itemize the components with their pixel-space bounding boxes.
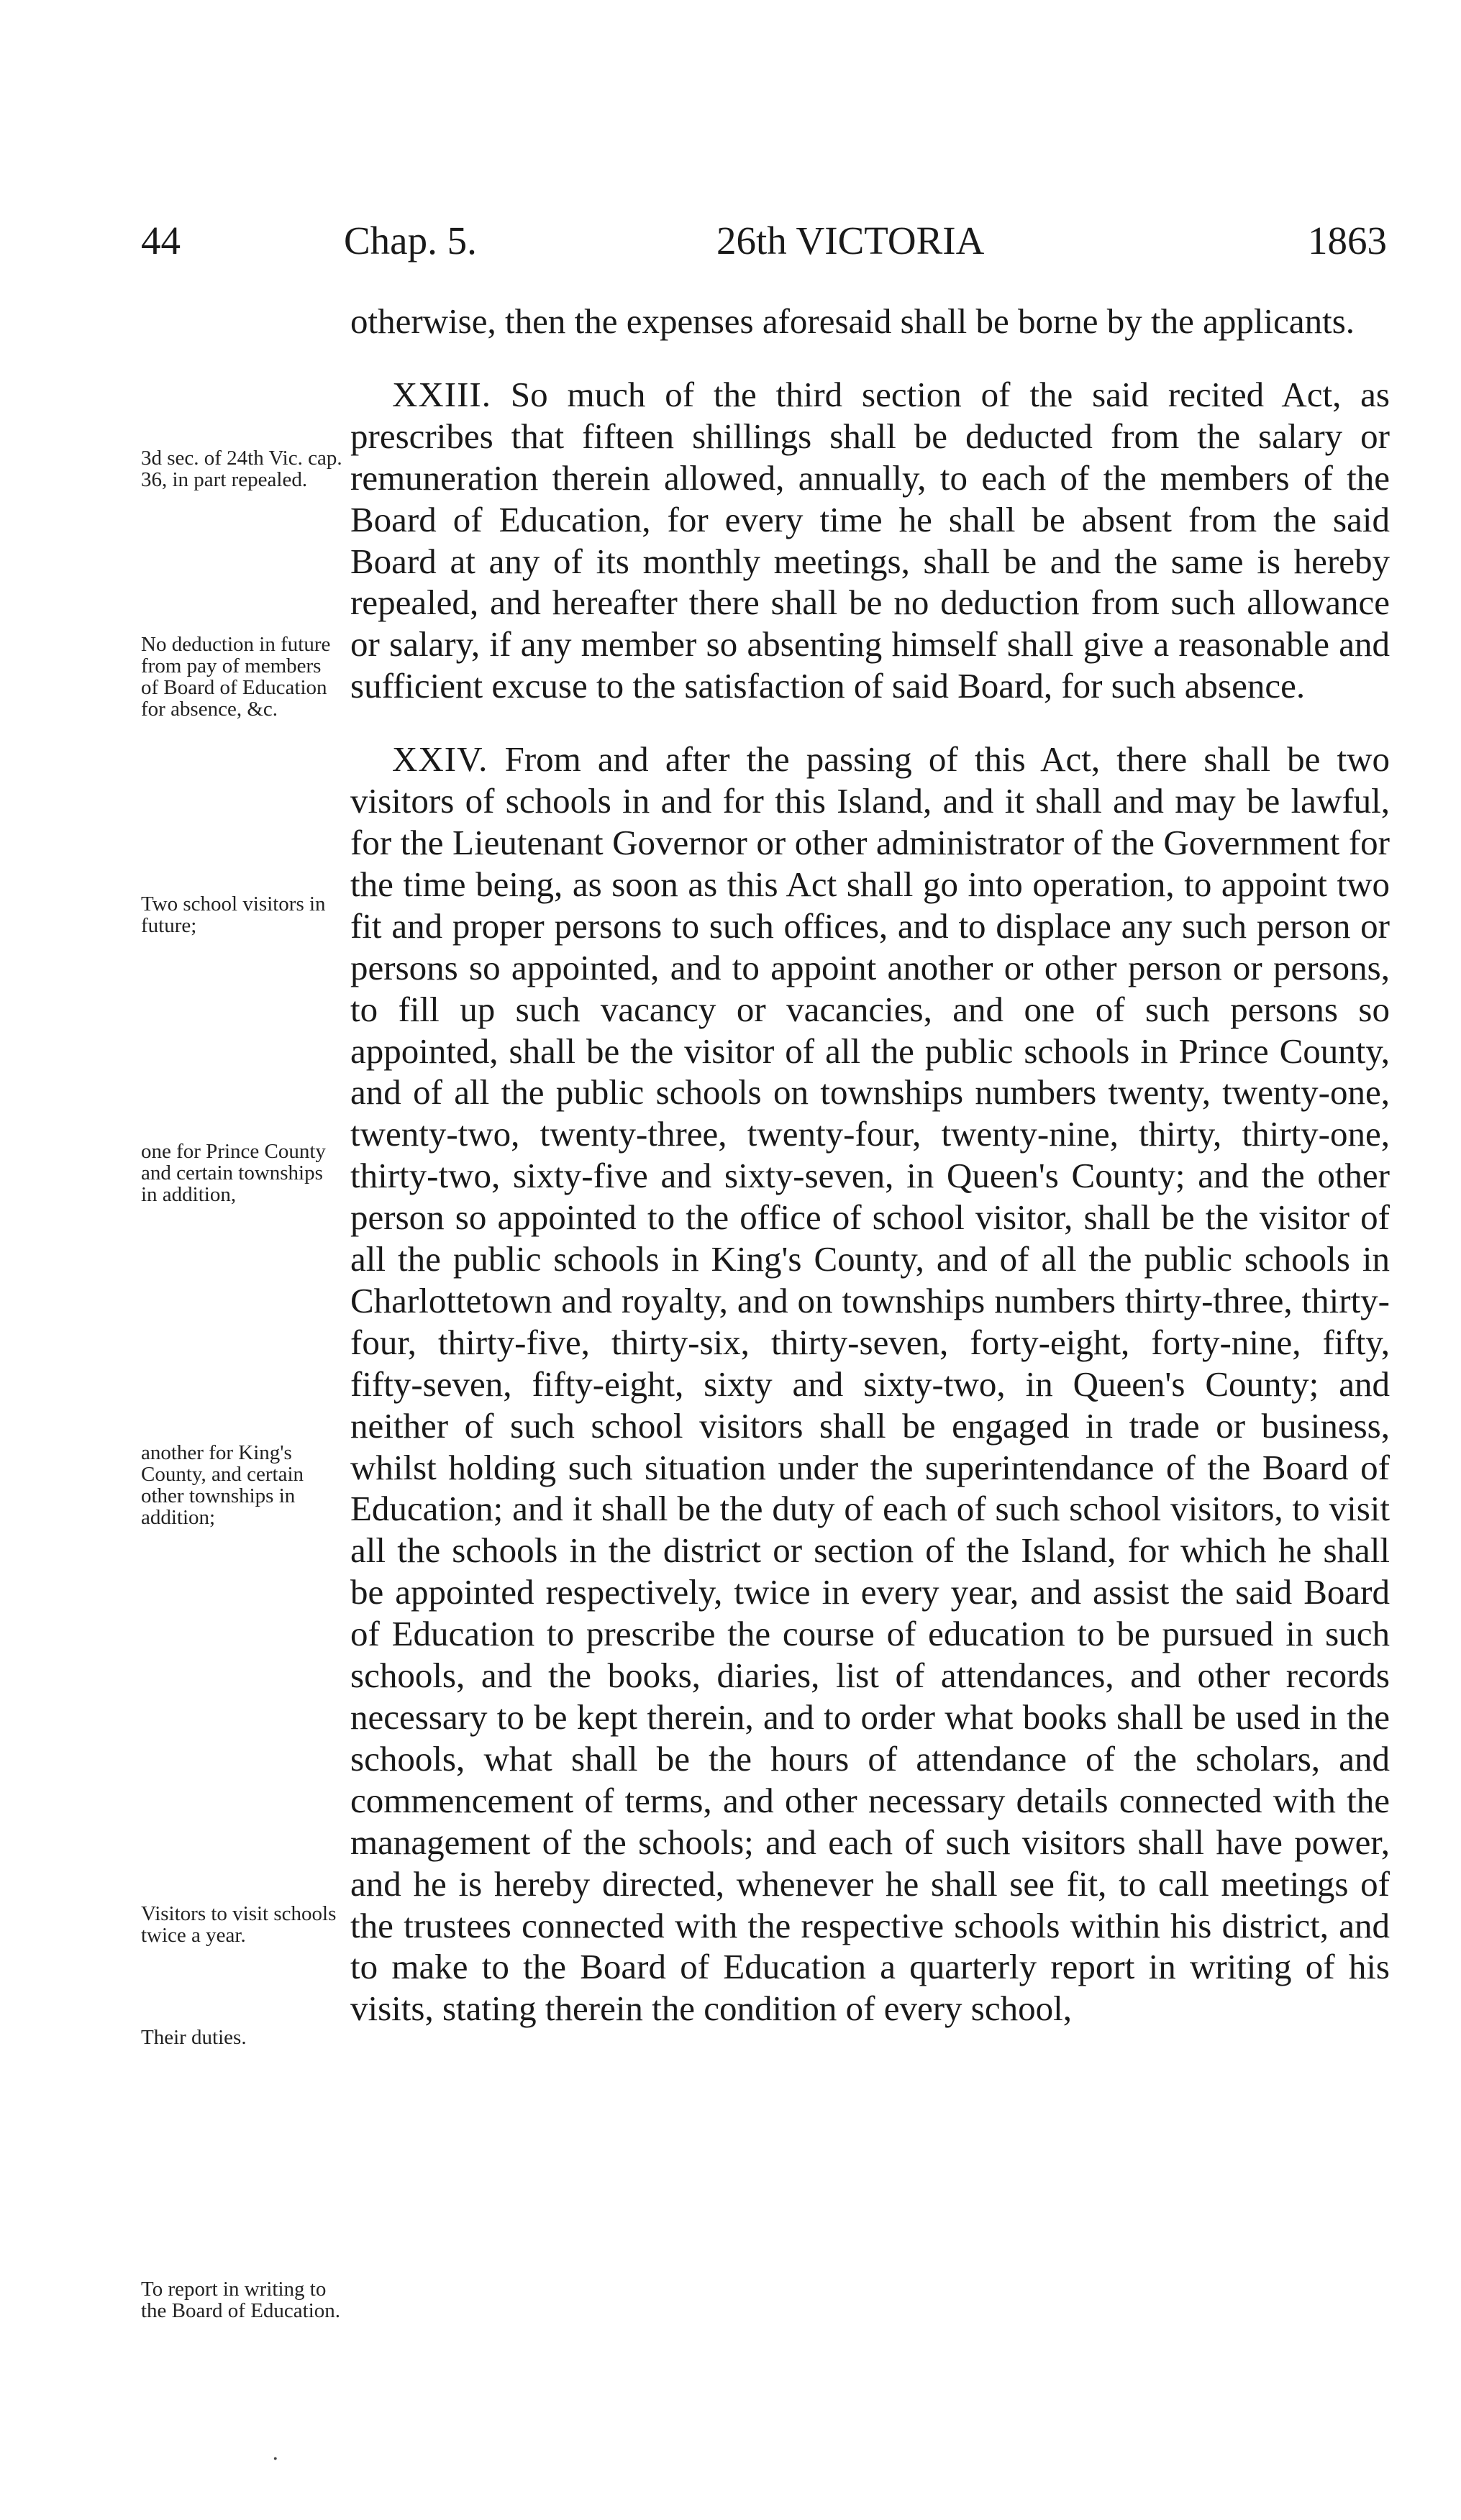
footer-mark: . xyxy=(272,2440,279,2465)
chapter-label: Chap. 5. xyxy=(344,219,477,262)
margin-note: one for Prince County and certain townships in addition, xyxy=(141,1140,326,1206)
running-head xyxy=(141,216,1387,266)
body-text xyxy=(350,301,1390,2030)
margin-note: Visitors to visit schools twice a year. xyxy=(141,1902,337,1947)
paragraph-continuation: otherwise, then the expenses aforesaid shall be borne by the applicants. xyxy=(350,301,1355,341)
section-text: So much of the third section of the said recited Act, as prescribes that fifteen shillings shall be deducted from the salary or remuneration therein allowed, annually, to each of the members of the Board of Education, for every time he shall be absent from the said Board at any of its monthly meetings, shall be and the same is hereby repealed, and hereafter there shall be no deduction from such allowance or salary, if any member so absenting himself shall give a reasonable and sufficient excuse to the satisfaction of said Board, for such absence. xyxy=(350,374,1391,706)
margin-note: To report in writing to the Board of Education. xyxy=(141,2278,341,2322)
section-xxiii xyxy=(350,374,1390,707)
margin-note: another for King's County, and certain other townships in addition; xyxy=(141,1441,304,1529)
margin-note: Two school visitors in future; xyxy=(141,892,326,937)
margin-note: 3d sec. of 24th Vic. cap. 36, in part repealed. xyxy=(141,447,342,491)
section-number: XXIV. xyxy=(392,739,488,780)
section-text: From and after the passing of this Act, there shall be two visitors of schools in and for this Island, and it shall and may be lawful, for the Lieutenant Governor or other administrator of the Government for the time being, as soon as this Act shall go into operation, to appoint two fit and proper persons to such offices, and to displace any such person or persons so appointed, and to appoint another or other person or persons, to fill up such vacancy or vacancies, and one of such persons so appointed, shall be the visitor of all the public schools in Prince County, and of all the public schools on townships numbers twenty, twenty-one, twenty-two, twenty-three, twenty-four, twenty-nine, thirty, thirty-one, thirty-two, sixty-five and sixty-seven, in Queen's County; and the other person so appointed to the office of school visitor, shall be the visitor of all the public schools in King's County, and of all the public schools in Charlottetown and royalty, and on townships numbers thirty-three, thirty-four, thirty-five, thirty-six, thirty-seven, forty-eight, forty-nine, fifty, fifty-seven, fifty-eight, sixty and sixty-two, in Queen's County; and neither of such school visitors shall be engaged in trade or business, whilst holding such situation under the superintendance of the Board of Education; and it shall be the duty of each of such school visitors, to visit all the schools in the district or section of the Island, for which he shall be appointed respectively, twice in every year, and assist the said Board of Education to prescribe the course of education to be pursued in such schools, and the books, diaries, list of attendances, and other records necessary to be kept therein, and to order what books shall be used in the schools, what shall be the hours of attendance of the scholars, and commencement of terms, and other necessary details connected with the management of the schools; and each of such visitors shall have power, and he is hereby directed, whenever he shall see fit, to call meetings of the trustees connected with the respective schools within his district, and to make to the Board of Education a quarterly report in writing of his visits, stating therein the condition of every school, xyxy=(350,739,1391,2029)
margin-note: Their duties. xyxy=(141,2026,247,2049)
section-number: XXIII. xyxy=(392,374,491,414)
margin-note: No deduction in future from pay of members of Board of Education for absence, &c. xyxy=(141,633,331,721)
statute-year: 1863 xyxy=(1308,219,1387,262)
page-number: 44 xyxy=(141,219,181,262)
statute-title: 26th VICTORIA xyxy=(716,219,985,262)
section-xxiv xyxy=(350,739,1390,2030)
